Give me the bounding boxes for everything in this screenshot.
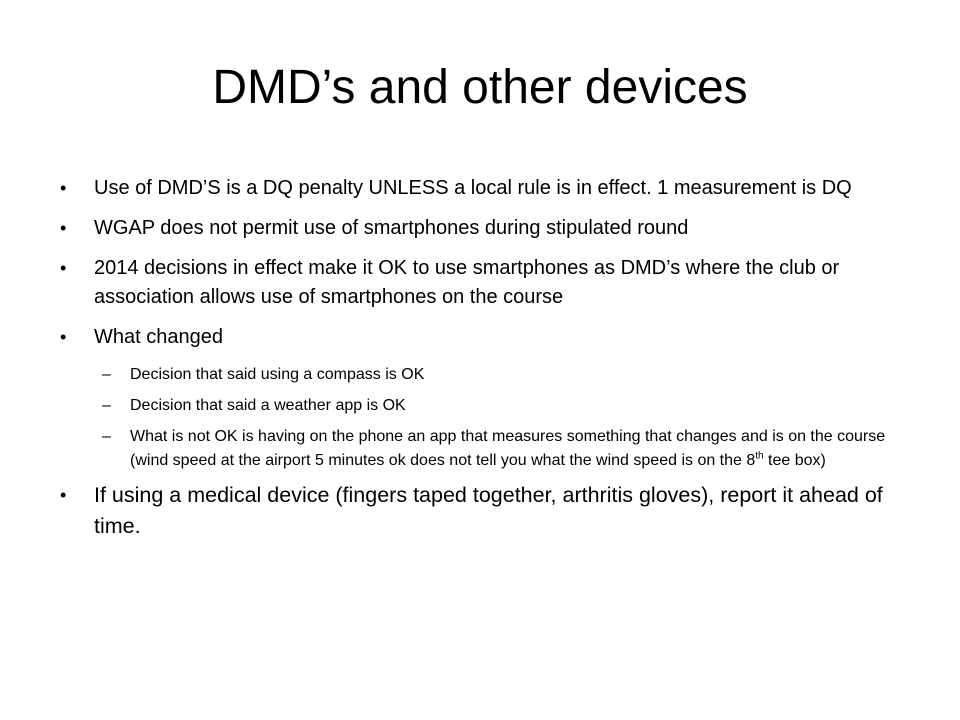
sub-bullet-item [60,363,910,387]
bullet-item [60,214,910,243]
bullet-item [60,323,910,352]
bullet-text: 2014 decisions in effect make it OK to use smartphones as DMD’s where the club or association allows use of smartphones on the course [94,257,840,308]
ordinal-superscript: th [755,450,764,462]
sub-bullet-text-part: What is not OK is having on the phone an app that measures something that changes and is on the course (wind speed at the airport 5 minutes ok does not tell you what the wind speed is on the 8 [130,428,886,469]
bullet-marker: • [60,327,67,347]
bullet-marker: • [60,218,67,238]
sub-bullet-text [130,428,885,469]
bullet-item [60,174,910,203]
bullet-marker: • [60,485,67,505]
sub-bullet-text: Decision that said using a compass is OK [130,366,425,383]
sub-bullet-text: Decision that said a weather app is OK [130,397,406,414]
bullet-marker: • [60,258,67,278]
bullet-item [60,480,910,542]
sub-bullet-marker: – [102,366,111,383]
bullet-list [60,174,910,553]
bullet-text: If using a medical device (fingers taped together, arthritis gloves), report it ahead of time. [94,483,883,538]
sub-bullet-text-part: tee box) [763,452,826,469]
bullet-marker: • [60,178,67,198]
bullet-item [60,254,910,312]
slide-title: DMD’s and other devices [212,61,748,114]
sub-bullet-item [60,394,910,418]
bullet-text: WGAP does not permit use of smartphones during stipulated round [94,217,689,239]
sub-bullet-marker: – [102,428,111,445]
bullet-text: Use of DMD’S is a DQ penalty UNLESS a local rule is in effect. 1 measurement is DQ [94,177,852,199]
bullet-text: What changed [94,326,223,348]
sub-bullet-marker: – [102,397,111,414]
sub-bullet-item [60,425,910,473]
